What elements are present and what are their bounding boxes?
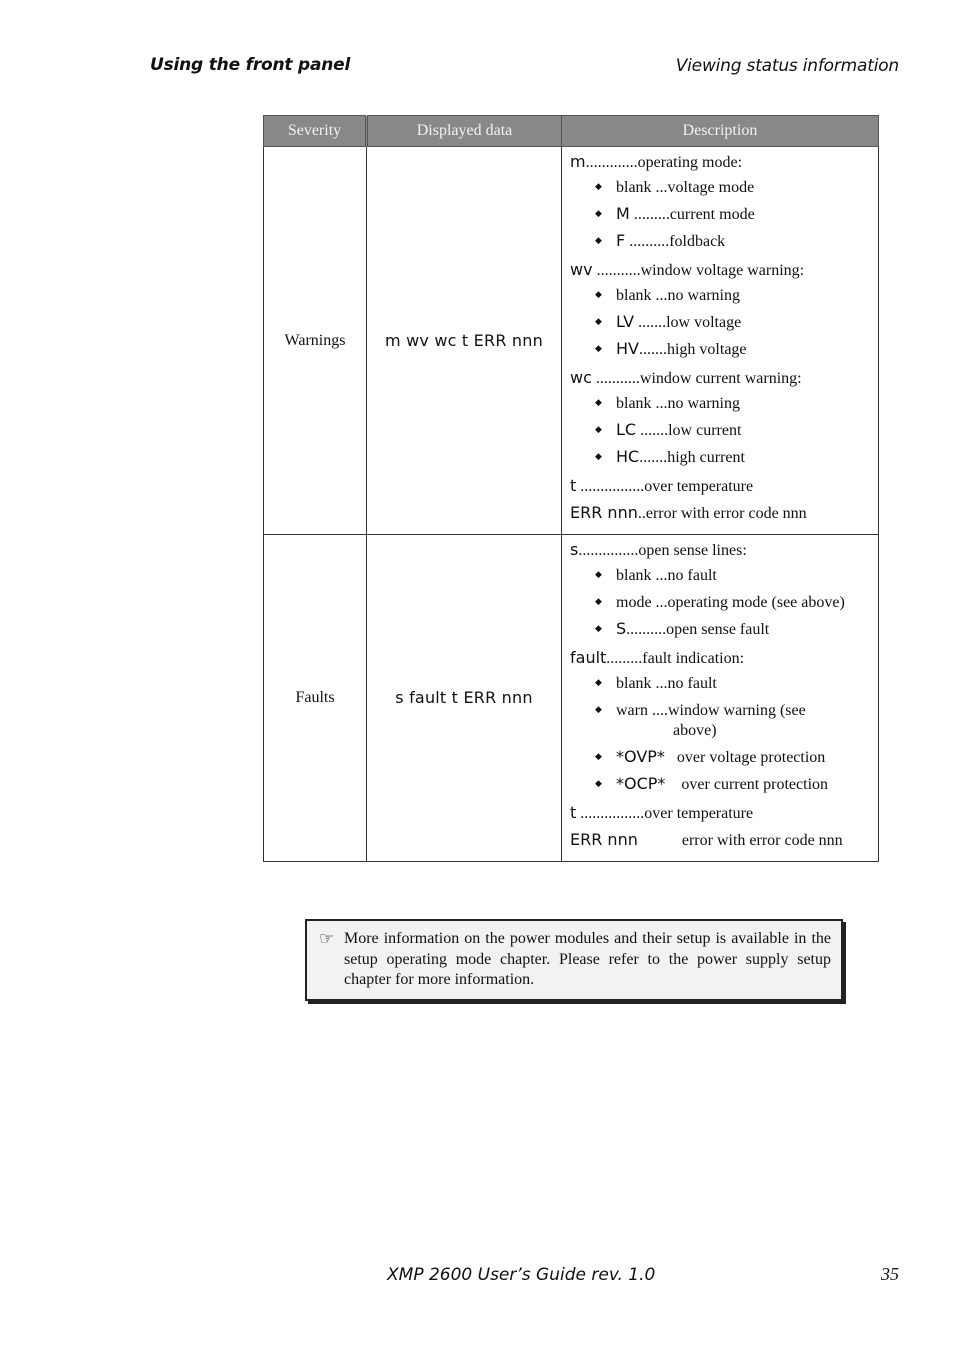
list-item — [595, 747, 870, 768]
entry-leader: ............. — [585, 154, 638, 171]
value-list — [570, 673, 870, 795]
item-text: window warning (see — [667, 702, 806, 719]
item-text: low current — [668, 422, 742, 439]
entry-text: error with error code nnn — [645, 505, 807, 522]
status-table — [263, 115, 879, 862]
description-entry — [570, 503, 870, 524]
list-item — [595, 447, 870, 468]
section-title: Viewing status information — [675, 56, 899, 76]
description-entry — [570, 260, 870, 360]
list-item — [595, 420, 870, 441]
displayed-data-cell — [367, 147, 562, 535]
list-item — [595, 204, 870, 225]
table-header-row — [264, 116, 879, 147]
item-leader — [665, 776, 681, 793]
entry-code: wc — [570, 368, 592, 387]
entry-text: operating mode: — [637, 154, 743, 171]
description-entry — [570, 368, 870, 468]
entry-line — [570, 540, 870, 561]
displayed-data-cell — [367, 535, 562, 862]
item-leader: ....... — [634, 314, 667, 331]
entry-line — [570, 152, 870, 173]
entry-leader — [638, 831, 682, 851]
item-leader: ......... — [629, 206, 670, 223]
entry-code: ERR nnn — [570, 503, 638, 522]
item-leader: .......... — [626, 621, 667, 638]
item-leader: blank ... — [616, 395, 668, 412]
item-text: over voltage protection — [676, 749, 826, 766]
table-row — [264, 147, 879, 535]
entry-line — [570, 476, 870, 497]
list-item — [595, 339, 870, 360]
info-note — [305, 919, 843, 1001]
list-item — [595, 565, 870, 586]
entry-leader: ........... — [592, 262, 641, 279]
value-list — [570, 285, 870, 360]
list-item — [595, 673, 870, 694]
entry-code: wv — [570, 260, 593, 279]
list-item — [595, 700, 870, 741]
list-item — [595, 312, 870, 333]
value-list — [570, 565, 870, 640]
list-item — [595, 231, 870, 252]
list-item — [595, 285, 870, 306]
item-text: no fault — [667, 675, 717, 692]
entry-text: error with error code nnn — [681, 832, 843, 849]
displayed-data-value: m wv wc t ERR nnn — [385, 330, 543, 350]
item-text-continued: above) — [673, 722, 717, 739]
item-leader: ....... — [636, 422, 669, 439]
entry-line — [570, 648, 870, 669]
entry-line — [570, 830, 870, 851]
entry-code: t — [570, 476, 577, 495]
entry-text: fault indication: — [642, 650, 745, 667]
item-leader: mode ... — [616, 594, 668, 611]
description-entry — [570, 648, 870, 795]
value-list — [570, 177, 870, 252]
entry-text: open sense lines: — [638, 542, 747, 559]
description-entry — [570, 803, 870, 824]
list-item — [595, 393, 870, 414]
item-code: LV — [616, 312, 635, 331]
description-entry — [570, 830, 870, 851]
entry-code: fault — [570, 648, 607, 667]
entry-code: s — [570, 540, 579, 559]
entry-leader: .. — [637, 505, 646, 522]
note-text: More information on the power modules and their setup is available in the setup operating mode chapter. Please refer to the power supply setup chapter for more information. — [344, 930, 831, 988]
item-text: no warning — [667, 395, 740, 412]
entry-line — [570, 503, 870, 524]
entry-line — [570, 260, 870, 281]
item-text: high voltage — [666, 341, 747, 358]
entry-text: over temperature — [644, 478, 754, 495]
item-leader: ....... — [639, 449, 668, 466]
entry-leader: ......... — [606, 650, 643, 667]
item-leader: blank ... — [616, 179, 668, 196]
item-code: *OCP* — [616, 774, 666, 793]
column-header-displayed-data: Displayed data — [367, 116, 562, 147]
description-entry — [570, 152, 870, 252]
item-leader: ....... — [638, 341, 667, 358]
entry-leader: ........... — [591, 370, 640, 387]
item-code: *OVP* — [616, 747, 665, 766]
table-row — [264, 535, 879, 862]
entry-code: t — [570, 803, 577, 822]
item-text: high current — [667, 449, 745, 466]
item-code: HV — [616, 339, 639, 358]
entry-leader: ............... — [578, 542, 639, 559]
description-entry — [570, 540, 870, 640]
list-item — [595, 774, 870, 795]
item-code: F — [616, 231, 626, 250]
entry-line — [570, 368, 870, 389]
entry-leader: ................ — [576, 805, 645, 822]
description-entry — [570, 476, 870, 497]
item-code: LC — [616, 420, 637, 439]
item-text: low voltage — [666, 314, 742, 331]
list-item — [595, 592, 870, 613]
pointing-hand-icon: ☞ — [319, 929, 335, 949]
entry-text: window current warning: — [639, 370, 802, 387]
item-code: M — [616, 204, 630, 223]
item-text: over current protection — [681, 776, 829, 793]
displayed-data-value: s fault t ERR nnn — [395, 688, 533, 707]
page-number: 35 — [881, 1264, 899, 1284]
item-code: HC — [616, 447, 640, 466]
chapter-title: Using the front panel — [150, 55, 351, 75]
item-text: foldback — [669, 233, 726, 250]
item-text: operating mode (see above) — [667, 594, 845, 611]
severity-cell: Warnings — [264, 147, 367, 535]
item-leader: warn .... — [616, 702, 668, 719]
item-leader: blank ... — [616, 675, 668, 692]
entry-line — [570, 803, 870, 824]
footer-guide-title: XMP 2600 User’s Guide rev. 1.0 — [387, 1265, 656, 1285]
entry-leader: ................ — [576, 478, 645, 495]
entry-text: over temperature — [644, 805, 754, 822]
column-header-description: Description — [562, 116, 879, 147]
item-leader: blank ... — [616, 287, 668, 304]
item-leader: blank ... — [616, 567, 668, 584]
item-code: S — [616, 619, 627, 638]
column-header-severity: Severity — [264, 116, 367, 147]
item-text: no warning — [667, 287, 740, 304]
value-list — [570, 393, 870, 468]
entry-code: ERR nnn — [570, 830, 638, 849]
item-leader: .......... — [625, 233, 670, 250]
list-item — [595, 177, 870, 198]
list-item — [595, 619, 870, 640]
item-text: current mode — [669, 206, 755, 223]
entry-code: m — [570, 152, 586, 171]
item-leader — [665, 749, 677, 766]
description-cell — [562, 535, 879, 862]
item-text: voltage mode — [667, 179, 755, 196]
entry-text: window voltage warning: — [640, 262, 805, 279]
description-cell — [562, 147, 879, 535]
item-text: no fault — [667, 567, 717, 584]
item-text: open sense fault — [666, 621, 770, 638]
severity-cell: Faults — [264, 535, 367, 862]
